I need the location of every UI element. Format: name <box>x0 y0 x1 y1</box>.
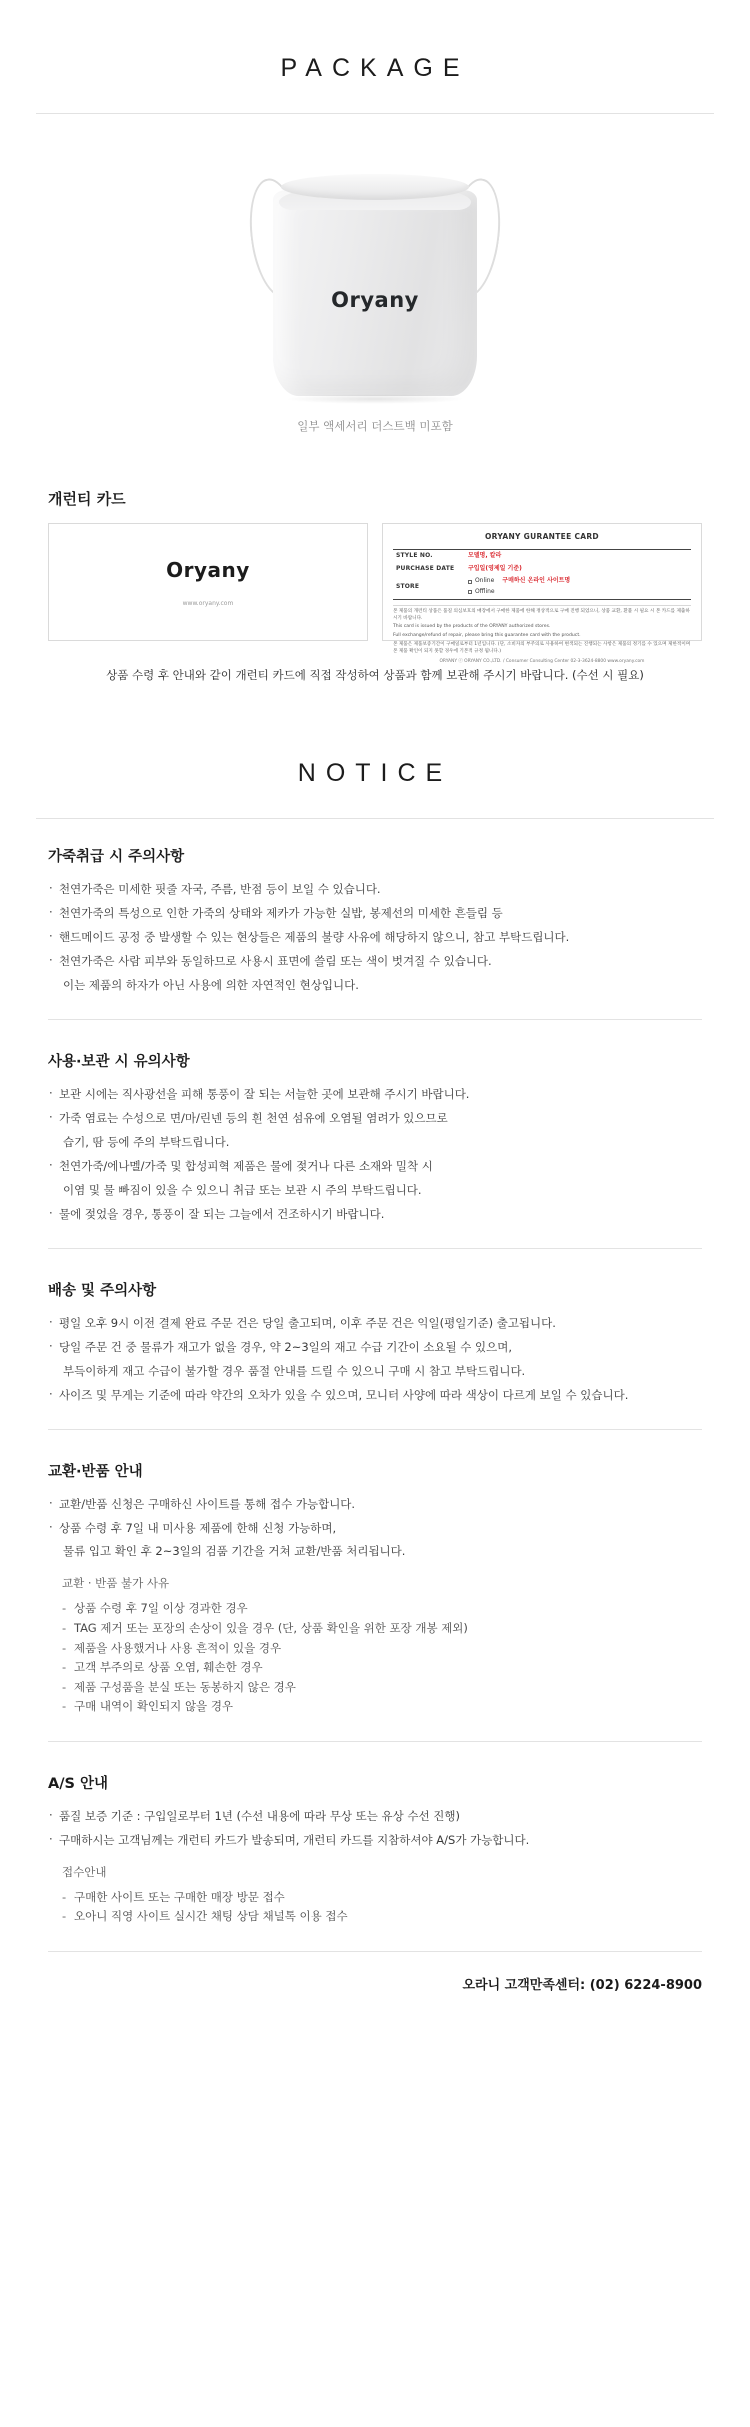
list-item-continuation: 이는 제품의 하자가 아닌 사용에 의한 자연적인 현상입니다. <box>63 977 359 992</box>
card-note-line: This card is issued by the products of the ORYANY authorized stores. <box>392 624 551 630</box>
card-field-value <box>465 575 691 599</box>
card-field-label: STORE <box>395 582 420 590</box>
list-item: · 핸드메이드 공정 중 발생할 수 있는 현상들은 제품의 불량 사유에 해당하지 않으니, 참고 부탁드립니다. <box>48 928 702 947</box>
card-field-row <box>393 575 691 599</box>
guarantee-card-images <box>0 523 750 664</box>
card-field-row <box>393 549 691 562</box>
notice-section-title: NOTICE <box>297 759 453 787</box>
list-item <box>48 952 702 971</box>
card-field-value: 구입일(영제일 기준) <box>467 564 522 572</box>
card-url: www.oryany.com <box>182 599 234 607</box>
notice-block-shipping <box>48 1253 702 1430</box>
list-item: · 당일 주문 건 중 물류가 재고가 없을 경우, 약 2~3일의 재고 수급 기간이 소요될 수 있으며, <box>48 1338 702 1357</box>
block-divider <box>48 1429 702 1430</box>
notice-content <box>0 819 750 1952</box>
notice-block-leather-care <box>48 819 702 1020</box>
card-field-label: PURCHASE DATE <box>395 564 455 572</box>
block-heading: 가죽취급 시 주의사항 <box>48 849 185 865</box>
sub-bullet-list <box>62 1888 702 1927</box>
list-item: - 구매한 사이트 또는 구매한 매장 방문 접수 <box>62 1888 702 1908</box>
sub-list-heading: 접수안내 <box>62 1864 107 1879</box>
checkbox-offline[interactable] <box>468 590 472 594</box>
list-item-continuation: 이염 및 물 빠짐이 있을 수 있으니 취급 또는 보관 시 주의 부탁드립니다. <box>63 1182 422 1197</box>
list-item: · 평일 오후 9시 이전 결제 완료 주문 건은 당일 출고되며, 이후 주문 건은 익일(평일기준) 출고됩니다. <box>48 1314 702 1333</box>
block-heading: A/S 안내 <box>48 1775 109 1792</box>
guarantee-card-instruction: 상품 수령 후 안내와 같이 개런티 카드에 직접 작성하여 상품과 함께 보관해 주시기 바랍니다. (수선 시 필요) <box>106 668 644 682</box>
list-item-continuation: 부득이하게 재고 수급이 불가할 경우 품절 안내를 드릴 수 있으니 구매 시 참고 부탁드립니다. <box>63 1363 526 1378</box>
list-item: · 사이즈 및 무게는 기준에 따라 약간의 오차가 있을 수 있으며, 모니터 사양에 따라 색상이 다르게 보일 수 있습니다. <box>48 1386 702 1405</box>
sub-list-heading: 교환 · 반품 불가 사유 <box>62 1576 170 1591</box>
list-item: · 천연가죽은 미세한 핏줄 자국, 주름, 반점 등이 보일 수 있습니다. <box>48 880 702 899</box>
bullet-list <box>48 1085 702 1224</box>
block-heading: 배송 및 주의사항 <box>48 1282 157 1299</box>
card-store-option-online: Online <box>474 577 495 585</box>
list-item: - 제품 구성품을 분실 또는 동봉하지 않은 경우 <box>62 1678 702 1698</box>
list-item: - 제품을 사용했거나 사용 흔적이 있을 경우 <box>62 1639 702 1659</box>
notice-block-exchange-return <box>48 1434 702 1742</box>
card-brand-logo: Oryany <box>166 557 250 582</box>
list-item: · 물에 젖었을 경우, 통풍이 잘 되는 그늘에서 건조하시기 바랍니다. <box>48 1205 702 1224</box>
card-back-footer: ORYANY ⓒ ORYANY CO.,LTD. / Consumer Consulting Center 02-3-3624-8800 www.oryany.com <box>439 658 645 664</box>
package-image <box>0 114 750 398</box>
list-item: - 구매 내역이 확인되지 않을 경우 <box>62 1697 702 1717</box>
block-divider <box>48 1248 702 1249</box>
checkbox-online[interactable] <box>468 580 472 584</box>
list-item: · 보관 시에는 직사광선을 피해 통풍이 잘 되는 서늘한 곳에 보관해 주시기 바랍니다. <box>48 1085 702 1104</box>
block-divider <box>48 1019 702 1020</box>
card-note-line: 본 제품의 개런티 상품은 품질 의심보호의 매장에서 구매한 제품에 한해 정상적으로 구매 진행 되었으니, 상품 교환, 환불 시 필요 시 본 카드를 제출하시기 바랍니다. <box>392 608 690 621</box>
card-field-row <box>393 563 691 576</box>
guarantee-card-back <box>382 523 702 664</box>
list-item: · 구매하시는 고객님께는 개런티 카드가 발송되며, 개런티 카드를 지참하셔야 A/S가 가능합니다. <box>48 1831 702 1850</box>
block-heading: 교환·반품 안내 <box>48 1463 143 1480</box>
package-section-title: PACKAGE <box>280 54 470 82</box>
card-note-line: Full exchange/refund of repair, please bring this guarantee card with the product. <box>392 633 581 639</box>
list-item: · 가죽 염료는 수성으로 면/마/린넨 등의 흰 천연 섬유에 오염될 염려가 있으므로 <box>48 1109 702 1128</box>
card-store-value: 구매하신 온라인 사이트명 <box>502 577 571 585</box>
card-back-notes <box>393 605 691 656</box>
list-item: - 고객 부주의로 상품 오염, 훼손한 경우 <box>62 1658 702 1678</box>
dust-bag-logo: Oryany <box>331 288 419 312</box>
guarantee-card-front <box>48 523 368 641</box>
dust-bag-illustration <box>245 148 505 398</box>
exchange-restriction-list <box>48 1575 702 1716</box>
list-item: · 천연가죽의 특성으로 인한 가죽의 상태와 제카가 가능한 실밥, 봉제선의 미세한 흔들림 등 <box>48 904 702 923</box>
block-heading: 사용·보관 시 유의사항 <box>48 1053 190 1070</box>
card-field-label: STYLE NO. <box>395 551 433 559</box>
list-item: - TAG 제거 또는 포장의 손상이 있을 경우 (단, 상품 확인을 위한 포장 개봉 제외) <box>62 1619 702 1639</box>
bullet-list <box>48 1314 702 1405</box>
list-item: - 상품 수령 후 7일 이상 경과한 경우 <box>62 1599 702 1619</box>
list-item: - 오아니 직영 사이트 실시간 채팅 상담 채널톡 이용 접수 <box>62 1907 702 1927</box>
notice-block-as-guide <box>48 1746 702 1952</box>
bullet-list <box>48 880 702 995</box>
bullet-list <box>48 1495 702 1562</box>
guarantee-card-heading: 개런티 카드 <box>48 490 126 508</box>
dust-bag-shadow <box>285 394 465 404</box>
sub-bullet-list <box>62 1599 702 1716</box>
list-item: · 상품 수령 후 7일 내 미사용 제품에 한해 신청 가능하며, <box>48 1519 702 1538</box>
package-caption: 일부 액세서리 더스트백 미포함 <box>297 419 453 433</box>
list-item-continuation: 습기, 땀 등에 주의 부탁드립니다. <box>63 1134 230 1149</box>
list-item: · 품질 보증 기준 : 구입일로부터 1년 (수선 내용에 따라 무상 또는 유상 수선 진행) <box>48 1807 702 1826</box>
card-note-line: 본 제품은 제품보증기간이 구매일로부터 1년입니다. (단, 소비자의 부주의로 사용하여 변색되는 진행되는 사항은 제품의 정기를 수 있으며 제한적이며 본 제품 확인이 되지 못할 경우에 기본적 규정 됩니다.) <box>392 642 691 655</box>
notice-block-usage-storage <box>48 1024 702 1249</box>
card-back-fields <box>393 549 691 600</box>
list-item: · 천연가죽/에나멜/가죽 및 합성피혁 제품은 물에 젖거나 다른 소재와 밀착 시 <box>48 1157 702 1176</box>
block-divider <box>48 1741 702 1742</box>
card-back-title: ORYANY GURANTEE CARD <box>484 532 599 541</box>
list-item-text: 천연가죽은 사람 피부와 동일하므로 사용시 표면에 쓸림 또는 색이 벗겨질 수 있습니다. <box>59 953 492 968</box>
card-field-value: 모델명, 칼라 <box>467 551 502 559</box>
as-reception-list <box>48 1864 702 1927</box>
list-item: · 교환/반품 신청은 구매하신 사이트를 통해 접수 가능합니다. <box>48 1495 702 1514</box>
bullet-list <box>48 1807 702 1850</box>
dust-bag-frill <box>281 174 469 200</box>
customer-center-footer: 오라니 고객만족센터: (02) 6224-8900 <box>462 1977 702 1993</box>
card-store-option-offline: Offline <box>474 587 495 595</box>
list-item-continuation: 물류 입고 확인 후 2~3일의 검품 기간을 거쳐 교환/반품 처리됩니다. <box>63 1544 406 1559</box>
